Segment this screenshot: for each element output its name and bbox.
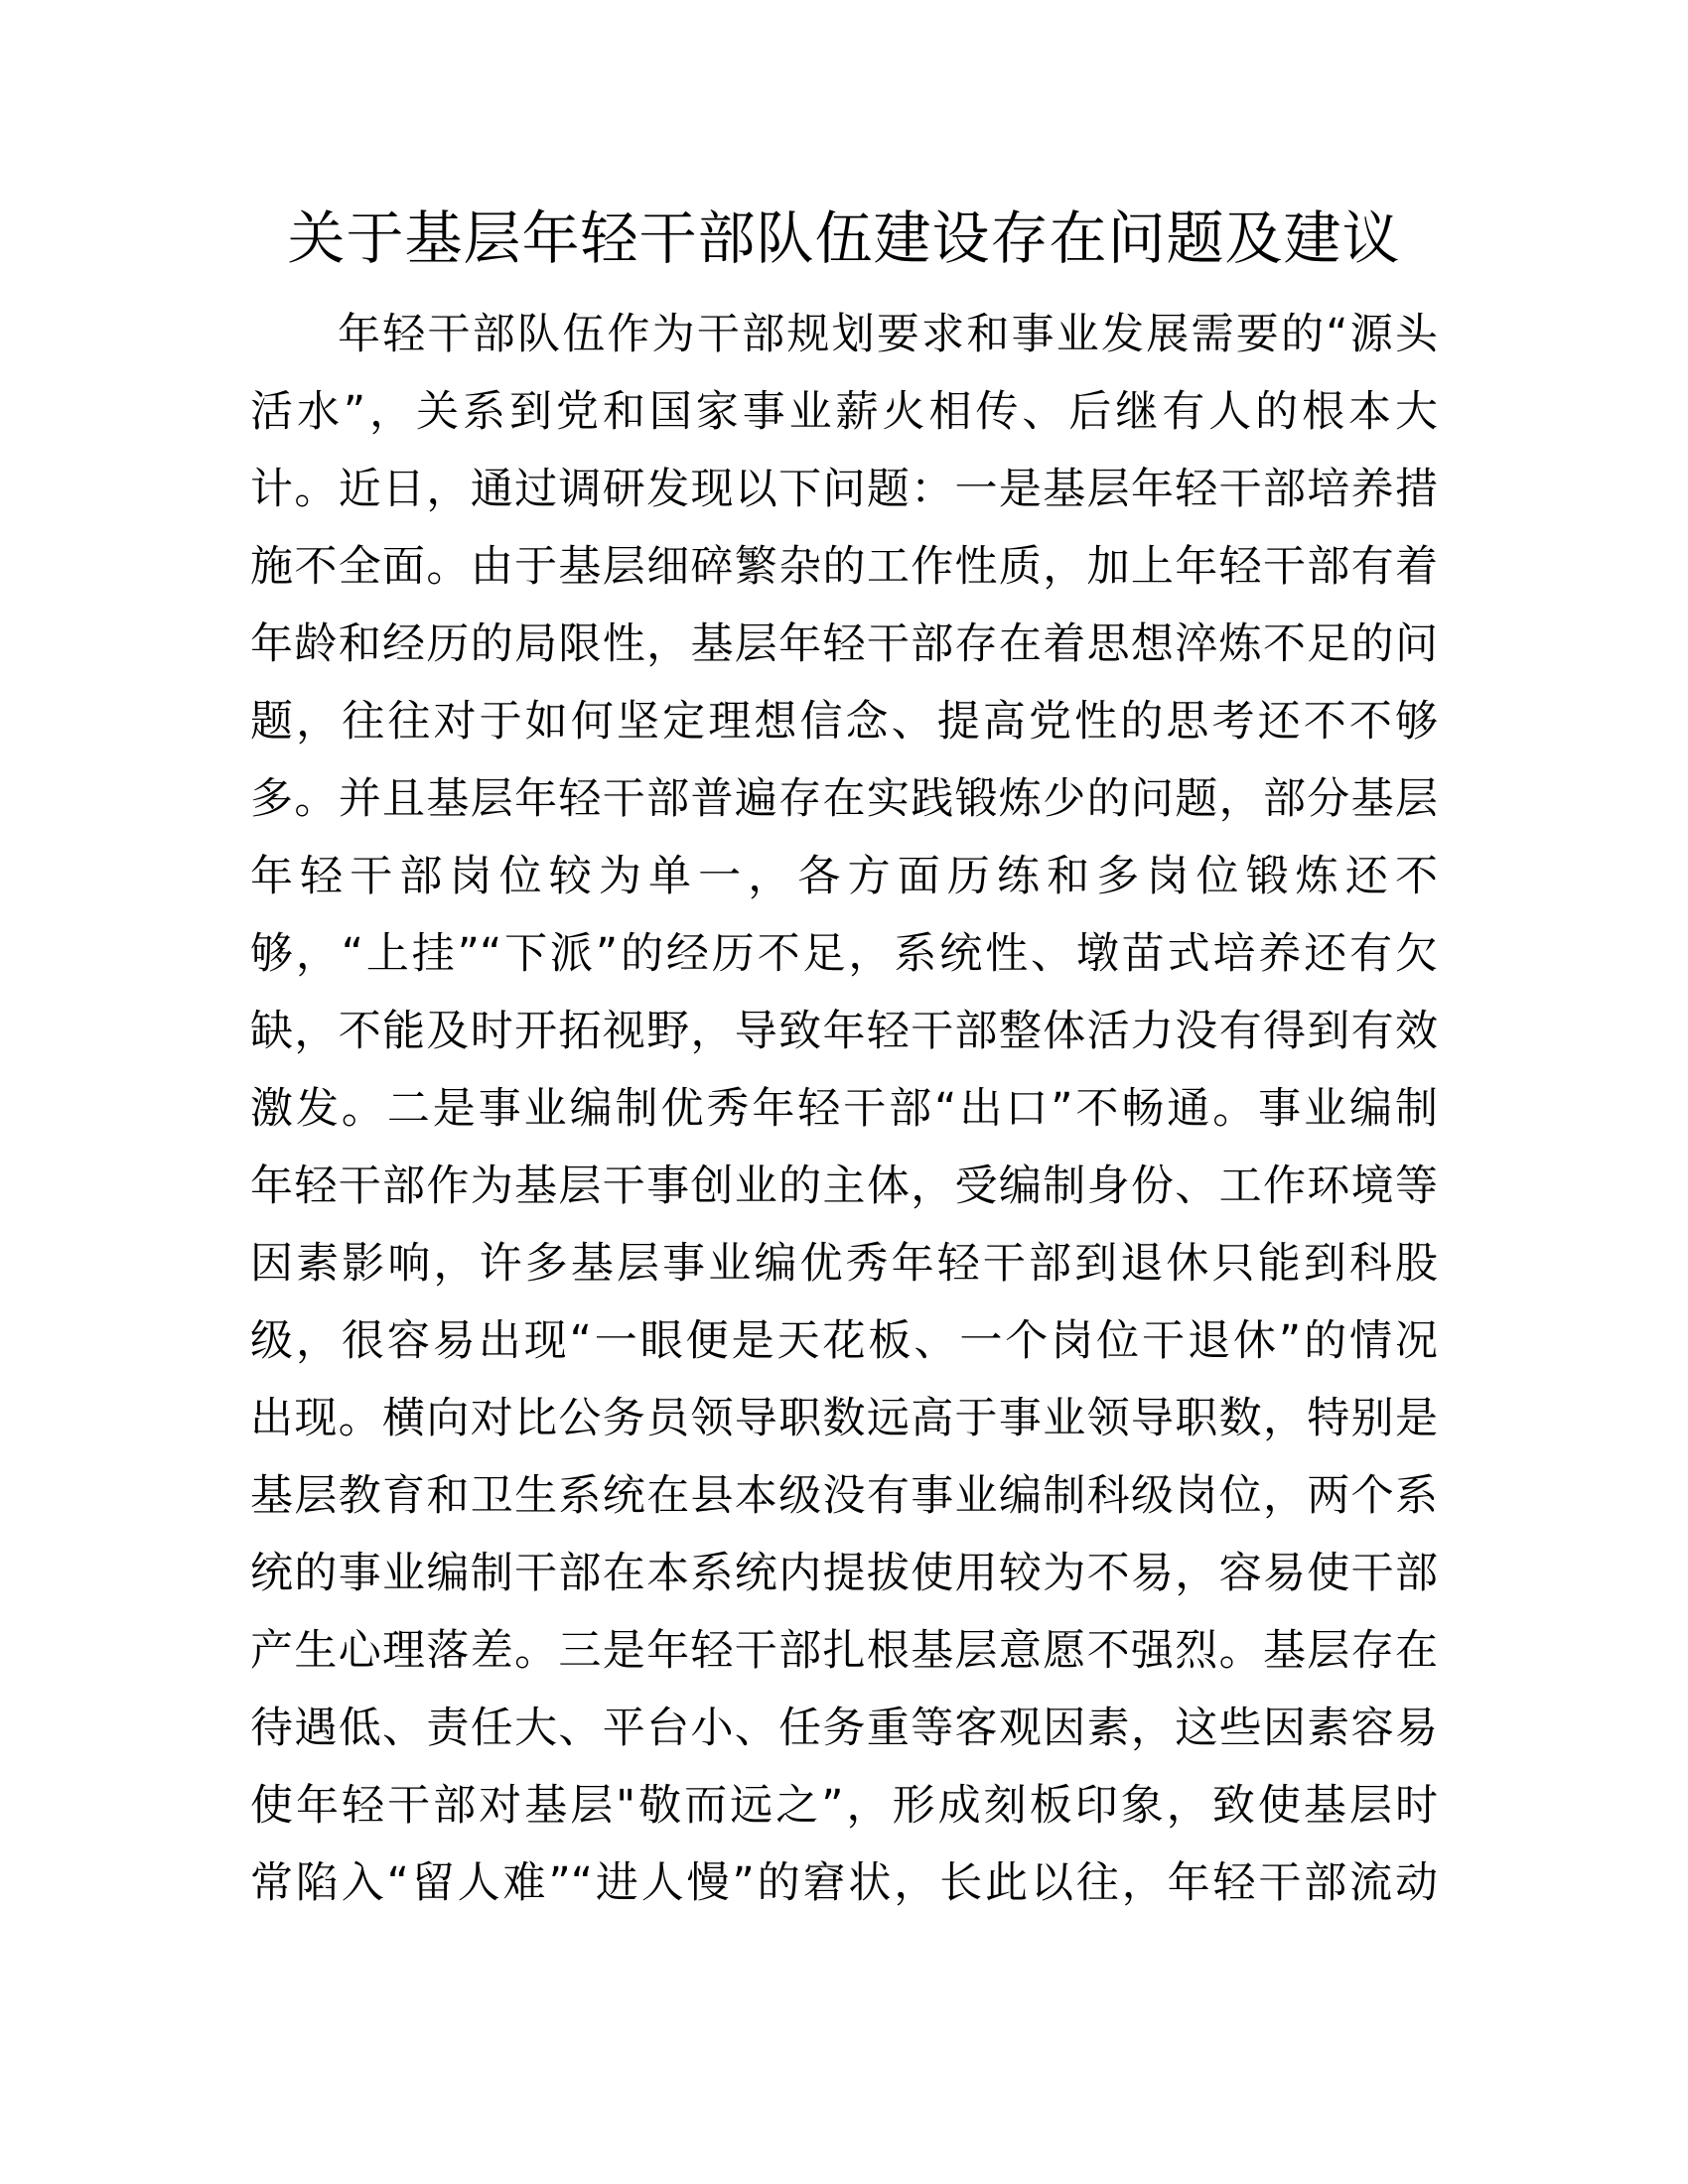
body-line: 产生心理落差。三是年轻干部扎根基层意愿不强烈。基层存在: [250, 1626, 1438, 1676]
body-line: 多。并且基层年轻干部普遍存在实践锻炼少的问题，部分基层: [250, 774, 1438, 824]
body-line: 常陷入“留人难”“进人慢”的窘状，长此以往，年轻干部流动: [250, 1858, 1438, 1908]
body-line: 年轻干部作为基层干事创业的主体，受编制身份、工作环境等: [250, 1161, 1438, 1211]
body-line: 计。近日，通过调研发现以下问题：一是基层年轻干部培养措: [250, 465, 1438, 514]
body-line: 统的事业编制干部在本系统内提拔使用较为不易，容易使干部: [250, 1549, 1438, 1598]
body-line: 年轻干部岗位较为单一，各方面历练和多岗位锻炼还不: [250, 852, 1438, 901]
body-line: 出现。横向对比公务员领导职数远高于事业领导职数，特别是: [250, 1394, 1438, 1443]
body-line: 题，往往对于如何坚定理想信念、提高党性的思考还不不够: [250, 697, 1438, 747]
body-line: 够，“上挂”“下派”的经历不足，系统性、墩苗式培养还有欠: [250, 929, 1438, 979]
body-line: 基层教育和卫生系统在县本级没有事业编制科级岗位，两个系: [250, 1471, 1438, 1521]
body-line: 年轻干部队伍作为干部规划要求和事业发展需要的“源头: [338, 310, 1438, 359]
body-line: 活水”，关系到党和国家事业薪火相传、后继有人的根本大: [250, 387, 1438, 437]
body-line: 使年轻干部对基层"敬而远之”，形成刻板印象，致使基层时: [250, 1781, 1438, 1831]
body-line: 因素影响，许多基层事业编优秀年轻干部到退休只能到科股: [250, 1239, 1438, 1289]
body-line: 年龄和经历的局限性，基层年轻干部存在着思想淬炼不足的问: [250, 619, 1438, 669]
document-body-paragraph: [250, 296, 1438, 1922]
body-line: 待遇低、责任大、平台小、任务重等客观因素，这些因素容易: [250, 1704, 1438, 1753]
body-line: 施不全面。由于基层细碎繁杂的工作性质，加上年轻干部有着: [250, 542, 1438, 592]
body-line: 级，很容易出现“一眼便是天花板、一个岗位干退休”的情况: [250, 1316, 1438, 1366]
document-title: 关于基层年轻干部队伍建设存在问题及建议: [287, 205, 1401, 272]
body-line: 缺，不能及时开拓视野，导致年轻干部整体活力没有得到有效: [250, 1007, 1438, 1056]
body-line: 激发。二是事业编制优秀年轻干部“出口”不畅通。事业编制: [250, 1084, 1438, 1134]
